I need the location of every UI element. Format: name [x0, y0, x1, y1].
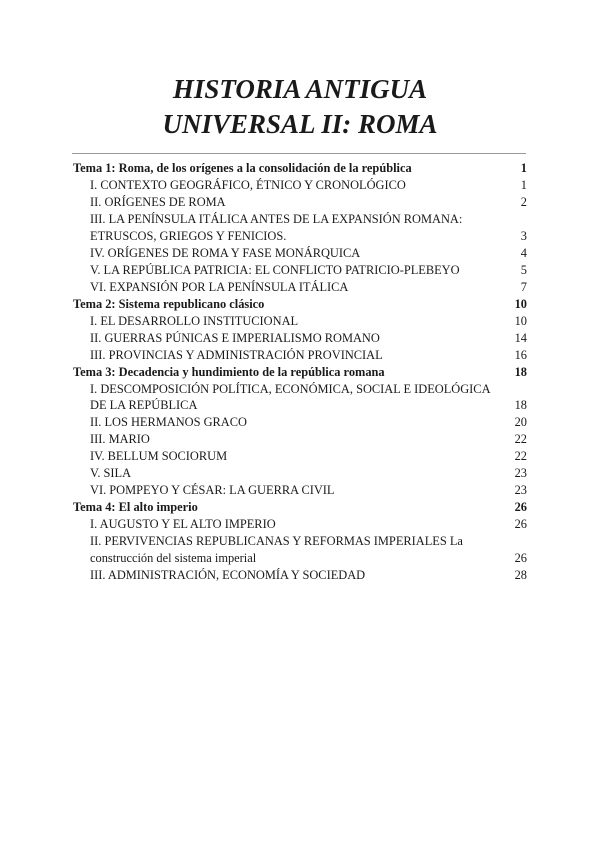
toc-section-1-5[interactable] [73, 262, 527, 279]
toc-section-3-5[interactable] [73, 465, 527, 482]
toc-chapter-2[interactable] [73, 296, 527, 313]
toc-entry-page: 1 [520, 161, 527, 175]
toc-entry-page: 26 [514, 517, 527, 531]
toc-entry-label: I. CONTEXTO GEOGRÁFICO, ÉTNICO Y CRONOLÓGICO [90, 178, 406, 192]
toc-entry-label: I. AUGUSTO Y EL ALTO IMPERIO [90, 517, 276, 531]
toc-entry-label: III. MARIO [90, 432, 150, 446]
toc-entry-page: 4 [520, 245, 527, 260]
toc-entry-label: V. SILA [90, 466, 132, 480]
toc-entry-label: I. EL DESARROLLO INSTITUCIONAL [90, 313, 299, 328]
toc-entry-label: VI. POMPEYO Y CÉSAR: LA GUERRA CIVIL [90, 483, 335, 497]
document-title-line-2: UNIVERSAL II: ROMA [162, 109, 438, 139]
document-title [0, 72, 600, 142]
toc-section-4-3[interactable] [73, 567, 527, 584]
toc-section-1-6[interactable] [73, 279, 527, 296]
toc-entry-page: 2 [520, 195, 527, 209]
toc-entry-page: 10 [514, 313, 527, 328]
toc-entry-page: 10 [514, 296, 527, 311]
toc-entry-page: 23 [514, 483, 527, 497]
toc-section-1-1[interactable] [73, 177, 527, 194]
toc-entry-label: VI. EXPANSIÓN POR LA PENÍNSULA ITÁLICA [90, 279, 349, 294]
toc-section-3-2[interactable] [73, 414, 527, 431]
toc-chapter-1[interactable] [73, 160, 527, 177]
toc-section-1-3[interactable] [73, 211, 527, 244]
toc-entry-label: Tema 2: Sistema republicano clásico [73, 296, 265, 311]
toc-entry-label: IV. ORÍGENES DE ROMA Y FASE MONÁRQUICA [90, 245, 361, 260]
toc-entry-page: 18 [514, 398, 527, 412]
toc-entry-label: Tema 1: Roma, de los orígenes a la consolidación de la república [73, 161, 412, 175]
toc-entry-page: 1 [520, 178, 527, 192]
toc-entry-label: Tema 4: El alto imperio [73, 500, 198, 514]
toc-entry-page: 23 [514, 466, 527, 480]
toc-entry-label: Tema 3: Decadencia y hundimiento de la república romana [73, 364, 385, 379]
toc-entry-label: II. LOS HERMANOS GRACO [90, 415, 247, 429]
toc-entry-label: II. PERVIVENCIAS REPUBLICANAS Y REFORMAS IMPERIALES La construcción del sistema imperial [90, 534, 463, 565]
toc-entry-page: 7 [520, 279, 527, 294]
toc-section-4-1[interactable] [73, 516, 527, 533]
toc-entry-page: 26 [514, 550, 527, 565]
toc-entry-label: V. LA REPÚBLICA PATRICIA: EL CONFLICTO PATRICIO-PLEBEYO [90, 262, 460, 277]
toc-section-1-4[interactable] [73, 245, 527, 262]
toc-entry-page: 5 [520, 262, 527, 277]
toc-entry-page: 22 [514, 449, 527, 463]
toc-entry-label: III. ADMINISTRACIÓN, ECONOMÍA Y SOCIEDAD [90, 567, 366, 582]
toc-entry-page: 26 [514, 500, 527, 514]
toc-entry-label: IV. BELLUM SOCIORUM [90, 449, 228, 463]
toc-entry-page: 28 [514, 567, 527, 582]
toc-section-2-1[interactable] [73, 313, 527, 330]
toc-section-2-3[interactable] [73, 347, 527, 364]
toc-section-3-1[interactable] [73, 381, 527, 414]
toc-entry-page: 3 [520, 228, 527, 243]
toc-entry-page: 18 [514, 364, 527, 379]
toc-entry-label: II. ORÍGENES DE ROMA [90, 195, 226, 209]
toc-entry-page: 14 [514, 330, 527, 345]
toc-entry-label: III. LA PENÍNSULA ITÁLICA ANTES DE LA EXPANSIÓN ROMANA: ETRUSCOS, GRIEGOS Y FENICIOS. [90, 212, 463, 243]
toc-section-3-3[interactable] [73, 431, 527, 448]
toc-section-3-6[interactable] [73, 482, 527, 499]
toc-entry-page: 20 [514, 415, 527, 429]
toc-entry-label: III. PROVINCIAS Y ADMINISTRACIÓN PROVINCIAL [90, 347, 383, 362]
toc-entry-label: I. DESCOMPOSICIÓN POLÍTICA, ECONÓMICA, SOCIAL E IDEOLÓGICA DE LA REPÚBLICA [90, 381, 490, 412]
toc-section-2-2[interactable] [73, 330, 527, 347]
toc-entry-label: II. GUERRAS PÚNICAS E IMPERIALISMO ROMANO [90, 330, 380, 345]
document-title-line-1: HISTORIA ANTIGUA [172, 74, 428, 104]
toc-entry-page: 16 [514, 347, 527, 362]
toc-section-1-2[interactable] [73, 194, 527, 211]
toc-chapter-4[interactable] [73, 499, 527, 516]
title-divider [72, 153, 526, 154]
table-of-contents [73, 160, 527, 584]
toc-section-4-2[interactable] [73, 533, 527, 566]
toc-entry-page: 22 [514, 432, 527, 446]
toc-section-3-4[interactable] [73, 448, 527, 465]
toc-chapter-3[interactable] [73, 364, 527, 381]
